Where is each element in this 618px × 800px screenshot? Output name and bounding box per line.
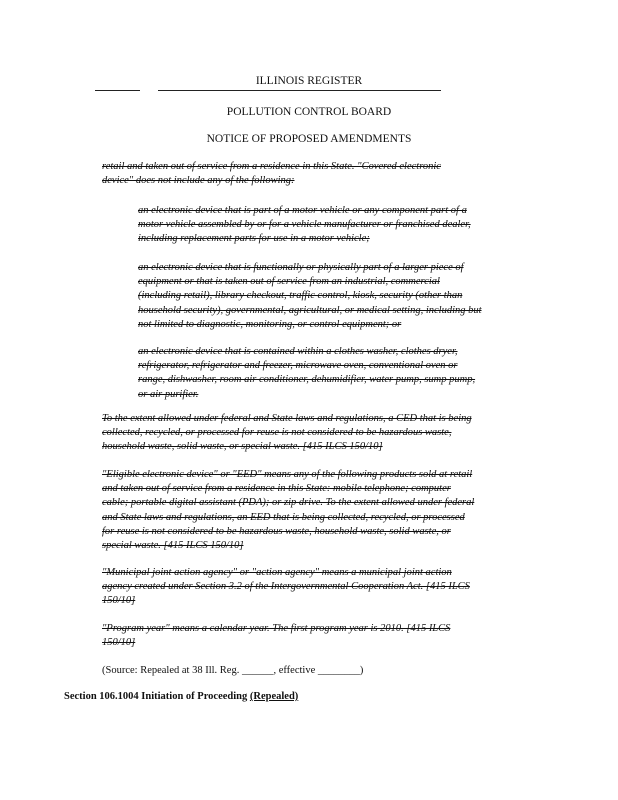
register-title: ILLINOIS REGISTER	[255, 75, 363, 87]
eligible-device-definition: "Eligible electronic device" or "EED" means any of the following products sold at retail and taken out of service from a residence in this State: mobile telephone; computer cable; portable digital assistant (PDA); or zip drive. To the extent allowed under federal and State laws and regulations, an EED that is being collected, recycled, or processed for reuse is not considered to be hazardous waste, household waste, solid waste, or special waste. [415 ILCS 150/10]	[102, 469, 475, 552]
notice-title: NOTICE OF PROPOSED AMENDMENTS	[206, 133, 412, 145]
header-rule-left	[95, 90, 140, 91]
program-year-definition: "Program year" means a calendar year. The first program year is 2010. [415 ILCS 150/10]	[102, 623, 451, 649]
board-title: POLLUTION CONTROL BOARD	[226, 106, 392, 118]
extent-paragraph: To the extent allowed under federal and State laws and regulations, a CED that is being collected, recycled, or processed for reuse is not considered to be hazardous waste, household waste, solid waste, or special waste. [415 ILCS 150/10]	[102, 413, 472, 453]
exclusion-item-2: an electronic device that is functionally or physically part of a larger piece of equipment or that is taken out of service from an industrial, commercial (including retail), library checkout, traffic control, kiosk, security (other than household security), governmental, agricultural, or medical setting, including but not limited to diagnostic, monitoring, or control equipment; or	[138, 262, 482, 330]
source-note: (Source: Repealed at 38 Ill. Reg. ______, effective ________)	[102, 665, 364, 676]
joint-action-agency-definition: "Municipal joint action agency" or "action agency" means a municipal joint action agency created under Section 3.2 of the Intergovernmental Cooperation Act. [415 ILCS 150/10]	[102, 567, 470, 607]
exclusion-item-1: an electronic device that is part of a motor vehicle or any component part of a motor vehicle assembled by or for a vehicle manufacturer or franchised dealer, including replacement parts for use in a motor vehicle;	[138, 205, 471, 245]
continuation-paragraph: retail and taken out of service from a residence in this State. "Covered electronic device" does not include any of the following:	[102, 161, 441, 187]
section-repealed-label: (Repealed)	[249, 691, 299, 702]
exclusion-item-3: an electronic device that is contained within a clothes washer, clothes dryer, refrigerator, refrigerator and freezer, microwave oven, conventional oven or range, dishwasher, room air conditioner, dehumidifier, water pump, sump pump, or air purifier.	[138, 346, 476, 400]
section-heading-text: Section 106.1004 Initiation of Proceeding	[64, 691, 248, 702]
header-rule-right	[158, 90, 441, 91]
section-heading	[64, 690, 544, 704]
